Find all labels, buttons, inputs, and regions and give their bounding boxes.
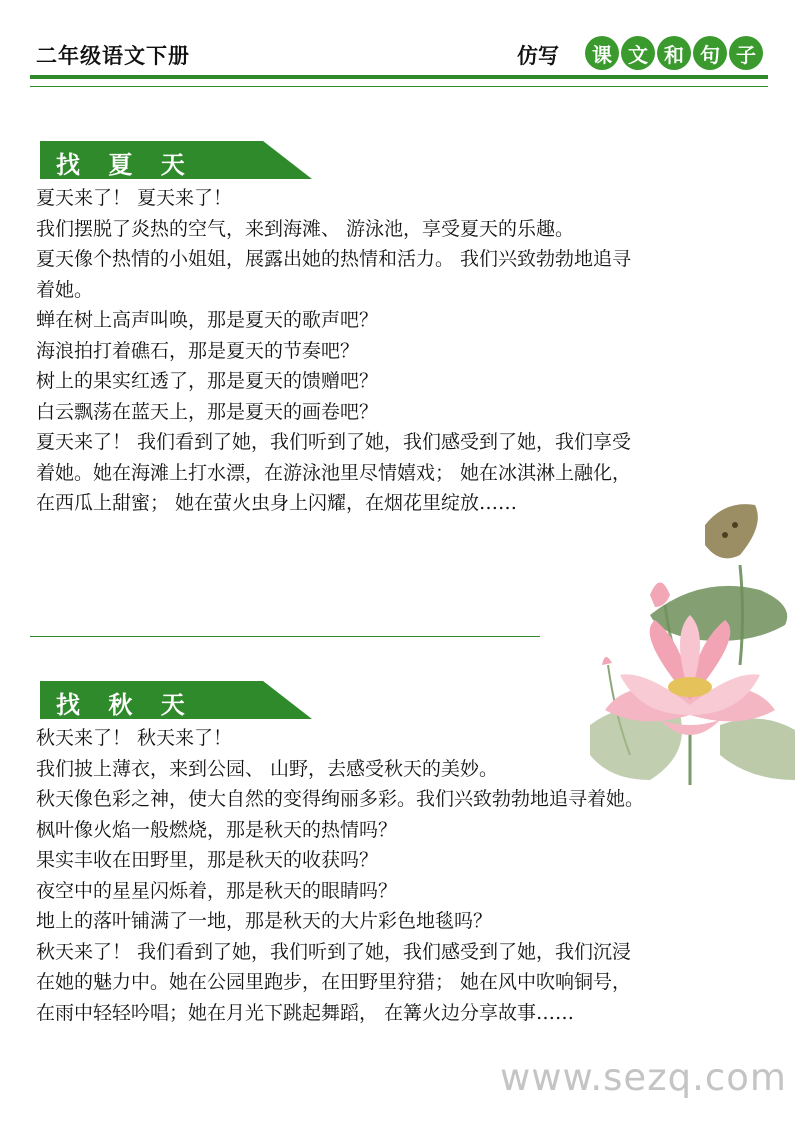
text-line: 夏天来了！ 我们看到了她，我们听到了她，我们感受到了她，我们享受 <box>36 431 632 453</box>
header-divider-thin <box>30 86 768 87</box>
text-line: 夏天像个热情的小姐姐，展露出她的热情和活力。 我们兴致勃勃地追寻 <box>36 248 632 270</box>
text-line: 在她的魅力中。她在公园里跑步，在田野里狩猎； 她在风中吹响铜号， <box>36 971 632 993</box>
text-line: 夜空中的星星闪烁着，那是秋天的眼睛吗？ <box>36 879 398 902</box>
section-title-summer: 找 夏 天 <box>56 151 195 179</box>
text-line: 枫叶像火焰一般燃烧，那是秋天的热情吗？ <box>36 818 398 841</box>
header-badges <box>585 36 765 70</box>
text-line: 蝉在树上高声叫唤，那是夏天的歌声吧？ <box>36 309 379 331</box>
section-body-autumn <box>36 723 776 1028</box>
page-header-category: 仿写 <box>517 43 559 68</box>
text-line: 着她。 <box>36 278 94 301</box>
section-divider <box>30 636 540 637</box>
text-line: 着她。她在海滩上打水漂，在游泳池里尽情嬉戏； 她在冰淇淋上融化， <box>36 461 632 484</box>
section-title-autumn: 找 秋 天 <box>56 691 195 719</box>
text-line: 我们摆脱了炎热的空气，来到海滩、 游泳池，享受夏天的乐趣。 <box>36 217 575 240</box>
text-line: 秋天像色彩之神，使大自然的变得绚丽多彩。我们兴致勃勃地追寻着她。 <box>36 788 645 810</box>
text-line: 果实丰收在田野里，那是秋天的收获吗？ <box>36 849 379 871</box>
text-line: 海浪拍打着礁石，那是夏天的节奏吧？ <box>36 339 360 362</box>
header-divider-thick <box>30 75 768 79</box>
text-line: 在西瓜上甜蜜； 她在萤火虫身上闪耀，在烟花里绽放…… <box>36 492 518 514</box>
text-line: 秋天来了！ 我们看到了她，我们听到了她，我们感受到了她，我们沉浸 <box>36 940 632 963</box>
text-line: 白云飘荡在蓝天上，那是夏天的画卷吧？ <box>36 400 379 423</box>
section-body-summer <box>36 183 776 519</box>
header-badge: 和 <box>657 36 691 70</box>
header-badge: 文 <box>621 36 655 70</box>
text-line: 树上的果实红透了，那是夏天的馈赠吧？ <box>36 370 379 392</box>
header-badge: 句 <box>693 36 727 70</box>
text-line: 我们披上薄衣，来到公园、 山野，去感受秋天的美妙。 <box>36 757 499 780</box>
text-line: 地上的落叶铺满了一地，那是秋天的大片彩色地毯吗？ <box>36 910 493 932</box>
page-header-title: 二年级语文下册 <box>36 43 190 68</box>
header-badge: 子 <box>729 36 763 70</box>
text-line: 夏天来了！ 夏天来了！ <box>36 187 233 209</box>
header-badge: 课 <box>585 36 619 70</box>
watermark: www.sezq.com <box>500 1056 787 1099</box>
text-line: 秋天来了！ 秋天来了！ <box>36 727 233 749</box>
text-line: 在雨中轻轻吟唱；她在月光下跳起舞蹈， 在篝火边分享故事…… <box>36 1001 575 1024</box>
